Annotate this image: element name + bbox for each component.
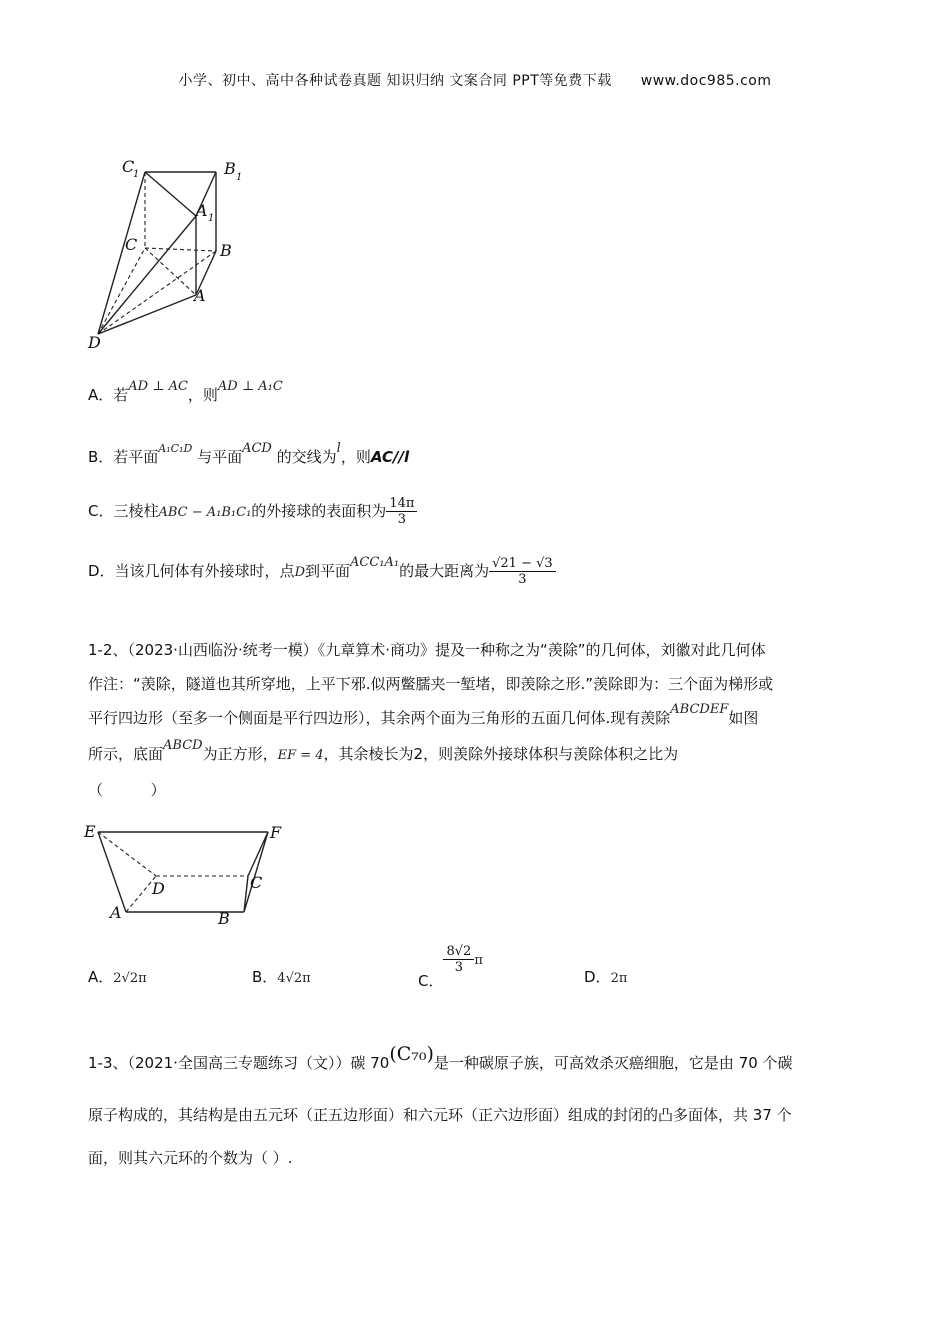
option-c-num: 14π <box>386 496 417 512</box>
option-d-label: D．当该几何体有外接球时，点 <box>88 562 295 580</box>
option-d-den: 3 <box>518 572 527 587</box>
edge-c-a-hidden <box>145 248 196 295</box>
q2-line4-math1: ABCD <box>163 738 203 753</box>
q2-option-c-den: 3 <box>454 960 464 975</box>
figure-xianchu <box>80 818 290 930</box>
option-d-mid2: 的最大距离为 <box>399 562 490 580</box>
option-a-expr1: AD ⊥ AC <box>128 379 188 394</box>
option-d <box>88 556 556 587</box>
edge-e-d-hidden <box>98 832 156 876</box>
q2-line3-math: ABCDEF <box>670 702 729 717</box>
header-text: 小学、初中、高中各种试卷真题 知识归纳 文案合同 PPT等免费下载 <box>178 73 612 89</box>
label-a2: A <box>110 903 122 922</box>
edge-f-b <box>244 832 268 912</box>
label-a1-sub: 1 <box>208 213 215 224</box>
label-b1-sub: 1 <box>236 172 243 183</box>
q2-option-d-label: D． <box>584 968 611 986</box>
q2-option-a-value: 2√2π <box>113 971 147 986</box>
q2-option-d-value: 2π <box>610 971 628 986</box>
label-b1: B <box>224 159 236 178</box>
q2-line3a: 平行四边形（至多一个侧面是平行四边形），其余两个面为三角形的五面几何体.现有羡除 <box>88 709 671 727</box>
q2-option-d <box>584 966 627 987</box>
q2-line1: 1-2、（2023·山西临汾·统考一模）《九章算术·商功》提及一种称之为“羡除”的几何体，刘徽对此几何体 <box>88 641 766 659</box>
q2-option-c-fraction <box>443 944 474 975</box>
option-a-expr2: AD ⊥ A₁C <box>217 379 283 394</box>
edge-c1-a1 <box>145 172 196 216</box>
q2-option-c-pi: π <box>474 953 483 968</box>
q2-option-b-value: 4√2π <box>277 971 311 986</box>
question-1-2 <box>88 633 863 807</box>
q2-option-b-label: B． <box>252 968 278 986</box>
edge-c-b-hidden <box>145 248 216 251</box>
option-a-mid: ，则 <box>187 386 218 404</box>
q2-option-c-num: 8√2 <box>443 944 474 960</box>
q2-line2: 作注：“羡除，隧道也其所穿地，上平下邪.似两鳖臑夹一堑堵，即羡除之形.”羡除即为：三个面为梯形或 <box>88 675 774 693</box>
q3-line2: 原子构成的，其结构是由五元环（正五边形面）和六元环（正六边形面）组成的封闭的凸多面体，共 37 个 <box>88 1106 792 1124</box>
edge-f-c <box>248 832 268 876</box>
label-c: C <box>125 235 138 254</box>
option-d-point: D <box>294 565 305 580</box>
option-b-mid3: ，则 <box>340 448 371 466</box>
label-d: D <box>88 333 101 352</box>
label-f: F <box>270 823 282 842</box>
option-c <box>88 496 417 527</box>
option-a <box>88 379 283 405</box>
label-b: B <box>220 241 232 260</box>
option-a-label: A．若 <box>88 386 129 404</box>
q2-line4a: 所示，底面 <box>88 745 164 763</box>
option-d-plane: ACC₁A₁ <box>350 555 400 570</box>
q2-line4-math2: EF = 4 <box>277 748 324 763</box>
label-a: A <box>194 286 206 305</box>
option-d-mid: 到平面 <box>305 562 351 580</box>
option-b-mid2: 的交线为 <box>276 448 337 466</box>
edge-d-a1 <box>98 216 196 334</box>
option-b <box>88 441 410 467</box>
option-b-mid1: 与平面 <box>197 448 243 466</box>
label-e: E <box>84 822 96 841</box>
option-b-label: B．若平面 <box>88 448 159 466</box>
q2-line3 <box>88 701 863 737</box>
option-c-label: C．三棱柱 <box>88 502 159 520</box>
label-b2: B <box>218 909 230 928</box>
question-1-3 <box>88 1036 863 1175</box>
option-b-expr3: l <box>336 441 341 456</box>
label-d2: D <box>152 879 165 898</box>
option-c-fraction <box>386 496 417 527</box>
label-c2: C <box>250 873 263 892</box>
edge-d-a <box>98 295 196 334</box>
q2-answer-paren: （ ） <box>88 781 166 799</box>
header-url[interactable]: www.doc985.com <box>640 73 772 89</box>
label-a1: A <box>196 201 208 220</box>
q3-line1b: 是一种碳原子族，可高效杀灭癌细胞，它是由 70 个碳 <box>433 1054 793 1072</box>
q2-option-c-label: C． <box>418 972 444 990</box>
q3-line3: 面，则其六元环的个数为（ ）. <box>88 1149 293 1167</box>
q3-formula: (C₇₀) <box>389 1043 434 1065</box>
option-d-fraction <box>489 556 556 587</box>
edge-d-c1 <box>98 172 145 334</box>
figure-prism <box>80 150 260 355</box>
edge-d-c-hidden <box>98 248 145 334</box>
q2-line4b: 为正方形， <box>202 745 278 763</box>
q2-option-a-label: A． <box>88 968 114 986</box>
label-c1: C <box>122 157 135 176</box>
option-d-num: √21 − √3 <box>489 556 556 572</box>
option-c-mid: 的外接球的表面积为 <box>251 502 387 520</box>
q2-option-c <box>418 944 483 990</box>
q2-option-a <box>88 966 147 987</box>
edge-e-a <box>98 832 126 912</box>
q3-line1 <box>88 1036 863 1089</box>
q3-line1a: 1-3、（2021·全国高三专题练习（文））碳 70 <box>88 1054 390 1072</box>
q2-line3b: 如图 <box>728 709 759 727</box>
option-b-expr2: ACD <box>242 441 272 456</box>
option-b-expr1: A₁C₁D <box>158 442 193 455</box>
q2-line4 <box>88 737 863 773</box>
q2-line4c: ，其余棱长为2，则羡除外接球体积与羡除体积之比为 <box>323 745 679 763</box>
option-c-expr: ABC − A₁B₁C₁ <box>158 505 252 520</box>
page-header <box>0 70 950 90</box>
label-c1-sub: 1 <box>133 169 140 180</box>
q2-option-b <box>252 966 311 987</box>
option-c-den: 3 <box>397 512 406 527</box>
option-b-conclusion: AC//l <box>370 448 410 466</box>
